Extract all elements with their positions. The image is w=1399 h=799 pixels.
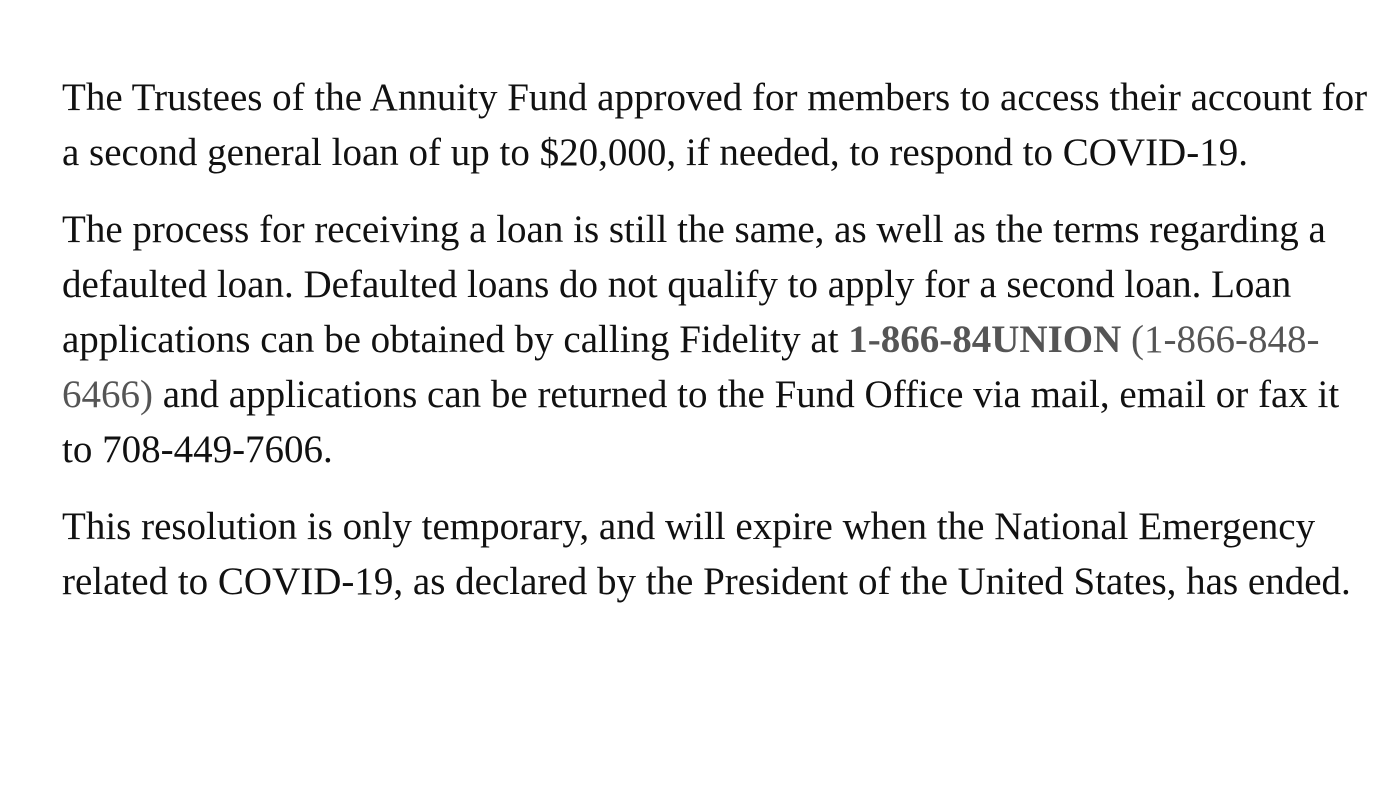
paragraph-loan-approval: The Trustees of the Annuity Fund approved for members to access their account for a second general loan of up to $20,000, if needed, to respond to COVID-19. <box>62 76 1368 174</box>
return-instructions-text: and applications can be returned to the Fund Office via mail, email or fax it to 708-449-7606. <box>62 373 1340 471</box>
fidelity-phone-vanity: 1-866-84UNION <box>848 318 1122 361</box>
paragraph-resolution-expiry: This resolution is only temporary, and will expire when the National Emergency related to COVID-19, as declared by the President of the United States, has ended. <box>62 505 1351 603</box>
fidelity-phone-numeric: (1-866-848-6466) <box>62 318 1320 416</box>
paragraph-loan-process <box>62 202 1372 477</box>
notice-document <box>62 70 1372 631</box>
loan-process-text: The process for receiving a loan is still the same, as well as the terms regarding a defaulted loan. Defaulted loans do not qualify to apply for a second loan. Loan applications can be obtained by calling Fidelity at <box>62 208 1326 361</box>
